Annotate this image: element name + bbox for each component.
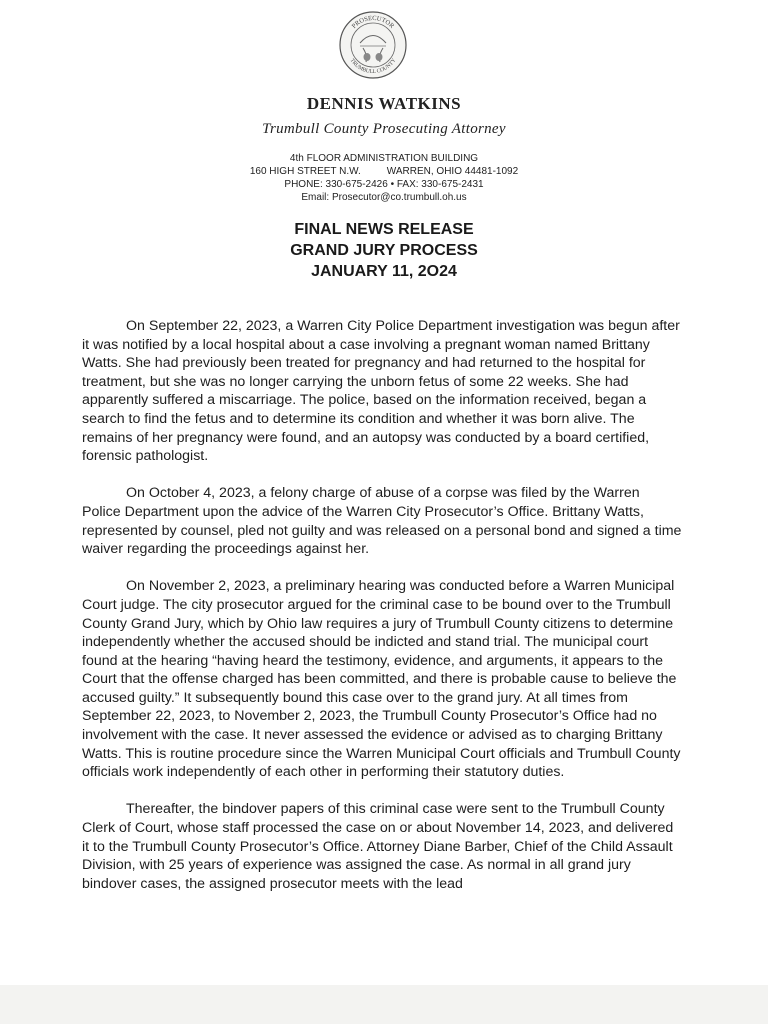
paragraph-2: On October 4, 2023, a felony charge of abuse of a corpse was filed by the Warren Police Department upon the advice of the Warren City Prosecutor’s Office. Brittany Watts, represented by counsel, pled not guilty and was released on a personal bond and signed a time waiver regarding the proceedings against her. [82, 485, 682, 558]
office-title: Trumbull County Prosecuting Attorney [262, 121, 506, 137]
release-body [82, 317, 682, 912]
headline-subject: GRAND JURY PROCESS [290, 242, 478, 259]
seal-ring-bottom-text: TRUMBULL COUNTY [348, 57, 398, 76]
prosecutor-name: DENNIS WATKINS [306, 94, 462, 113]
headline-date: JANUARY 11, 2O24 [311, 263, 457, 280]
address-building: 4th FLOOR ADMINISTRATION BUILDING [289, 153, 479, 164]
seal-ring-top-text: PROSECUTOR [350, 14, 396, 30]
address-city: WARREN, OHIO 44481-1092 [386, 166, 519, 177]
address-street: 160 HIGH STREET N.W. [249, 166, 361, 177]
paragraph-4: Thereafter, the bindover papers of this criminal case were sent to the Trumbull County Clerk of Court, whose staff processed the case on or about November 14, 2023, and delivered it to the Trumbull County Prosecutor’s Office. Attorney Diane Barber, Chief of the Child Assault Division, with 25 years of experience was assigned the case. As normal in all grand jury bindover cases, the assigned prosecutor meets with the lead [82, 801, 674, 892]
headline-release: FINAL NEWS RELEASE [294, 221, 474, 238]
email-line: Email: Prosecutor@co.trumbull.oh.us [301, 192, 467, 203]
county-seal-icon [338, 10, 408, 80]
paragraph-1: On September 22, 2023, a Warren City Police Department investigation was begun after it was notified by a local hospital about a case involving a pregnant woman named Brittany Watts. She had previously been treated for pregnancy and had returned to the hospital for treatment, but she was no longer carrying the unborn fetus of some 22 weeks. She had apparently suffered a miscarriage. The police, based on the information received, began a search to find the fetus and to determine its condition and whether it was born alive. The remains of her pregnancy were found, and an autopsy was conducted by a board certified, forensic pathologist. [82, 318, 680, 465]
paragraph-3: On November 2, 2023, a preliminary hearing was conducted before a Warren Municipal Court judge. The city prosecutor argued for the criminal case to be bound over to the Trumbull County Grand Jury, which by Ohio law requires a jury of Trumbull County citizens to determine independently whether the accused should be indicted and stand trial. The municipal court found at the hearing “having heard the testimony, evidence, and arguments, it appears to the Court that the offense charged has been committed, and there is probable cause to believe the accused guilty.” It subsequently bound this case over to the grand jury. At all times from September 22, 2023, to November 2, 2023, the Trumbull County Prosecutor’s Office had no involvement with the case. It never assessed the evidence or advised as to charging Brittany Watts. This is routine procedure since the Warren Municipal Court officials and Trumbull County officials work independently of each other in performing their statutory duties. [82, 578, 681, 781]
phone-fax-line: PHONE: 330-675-2426 • FAX: 330-675-2431 [284, 179, 484, 190]
address-street-city [0, 166, 768, 178]
